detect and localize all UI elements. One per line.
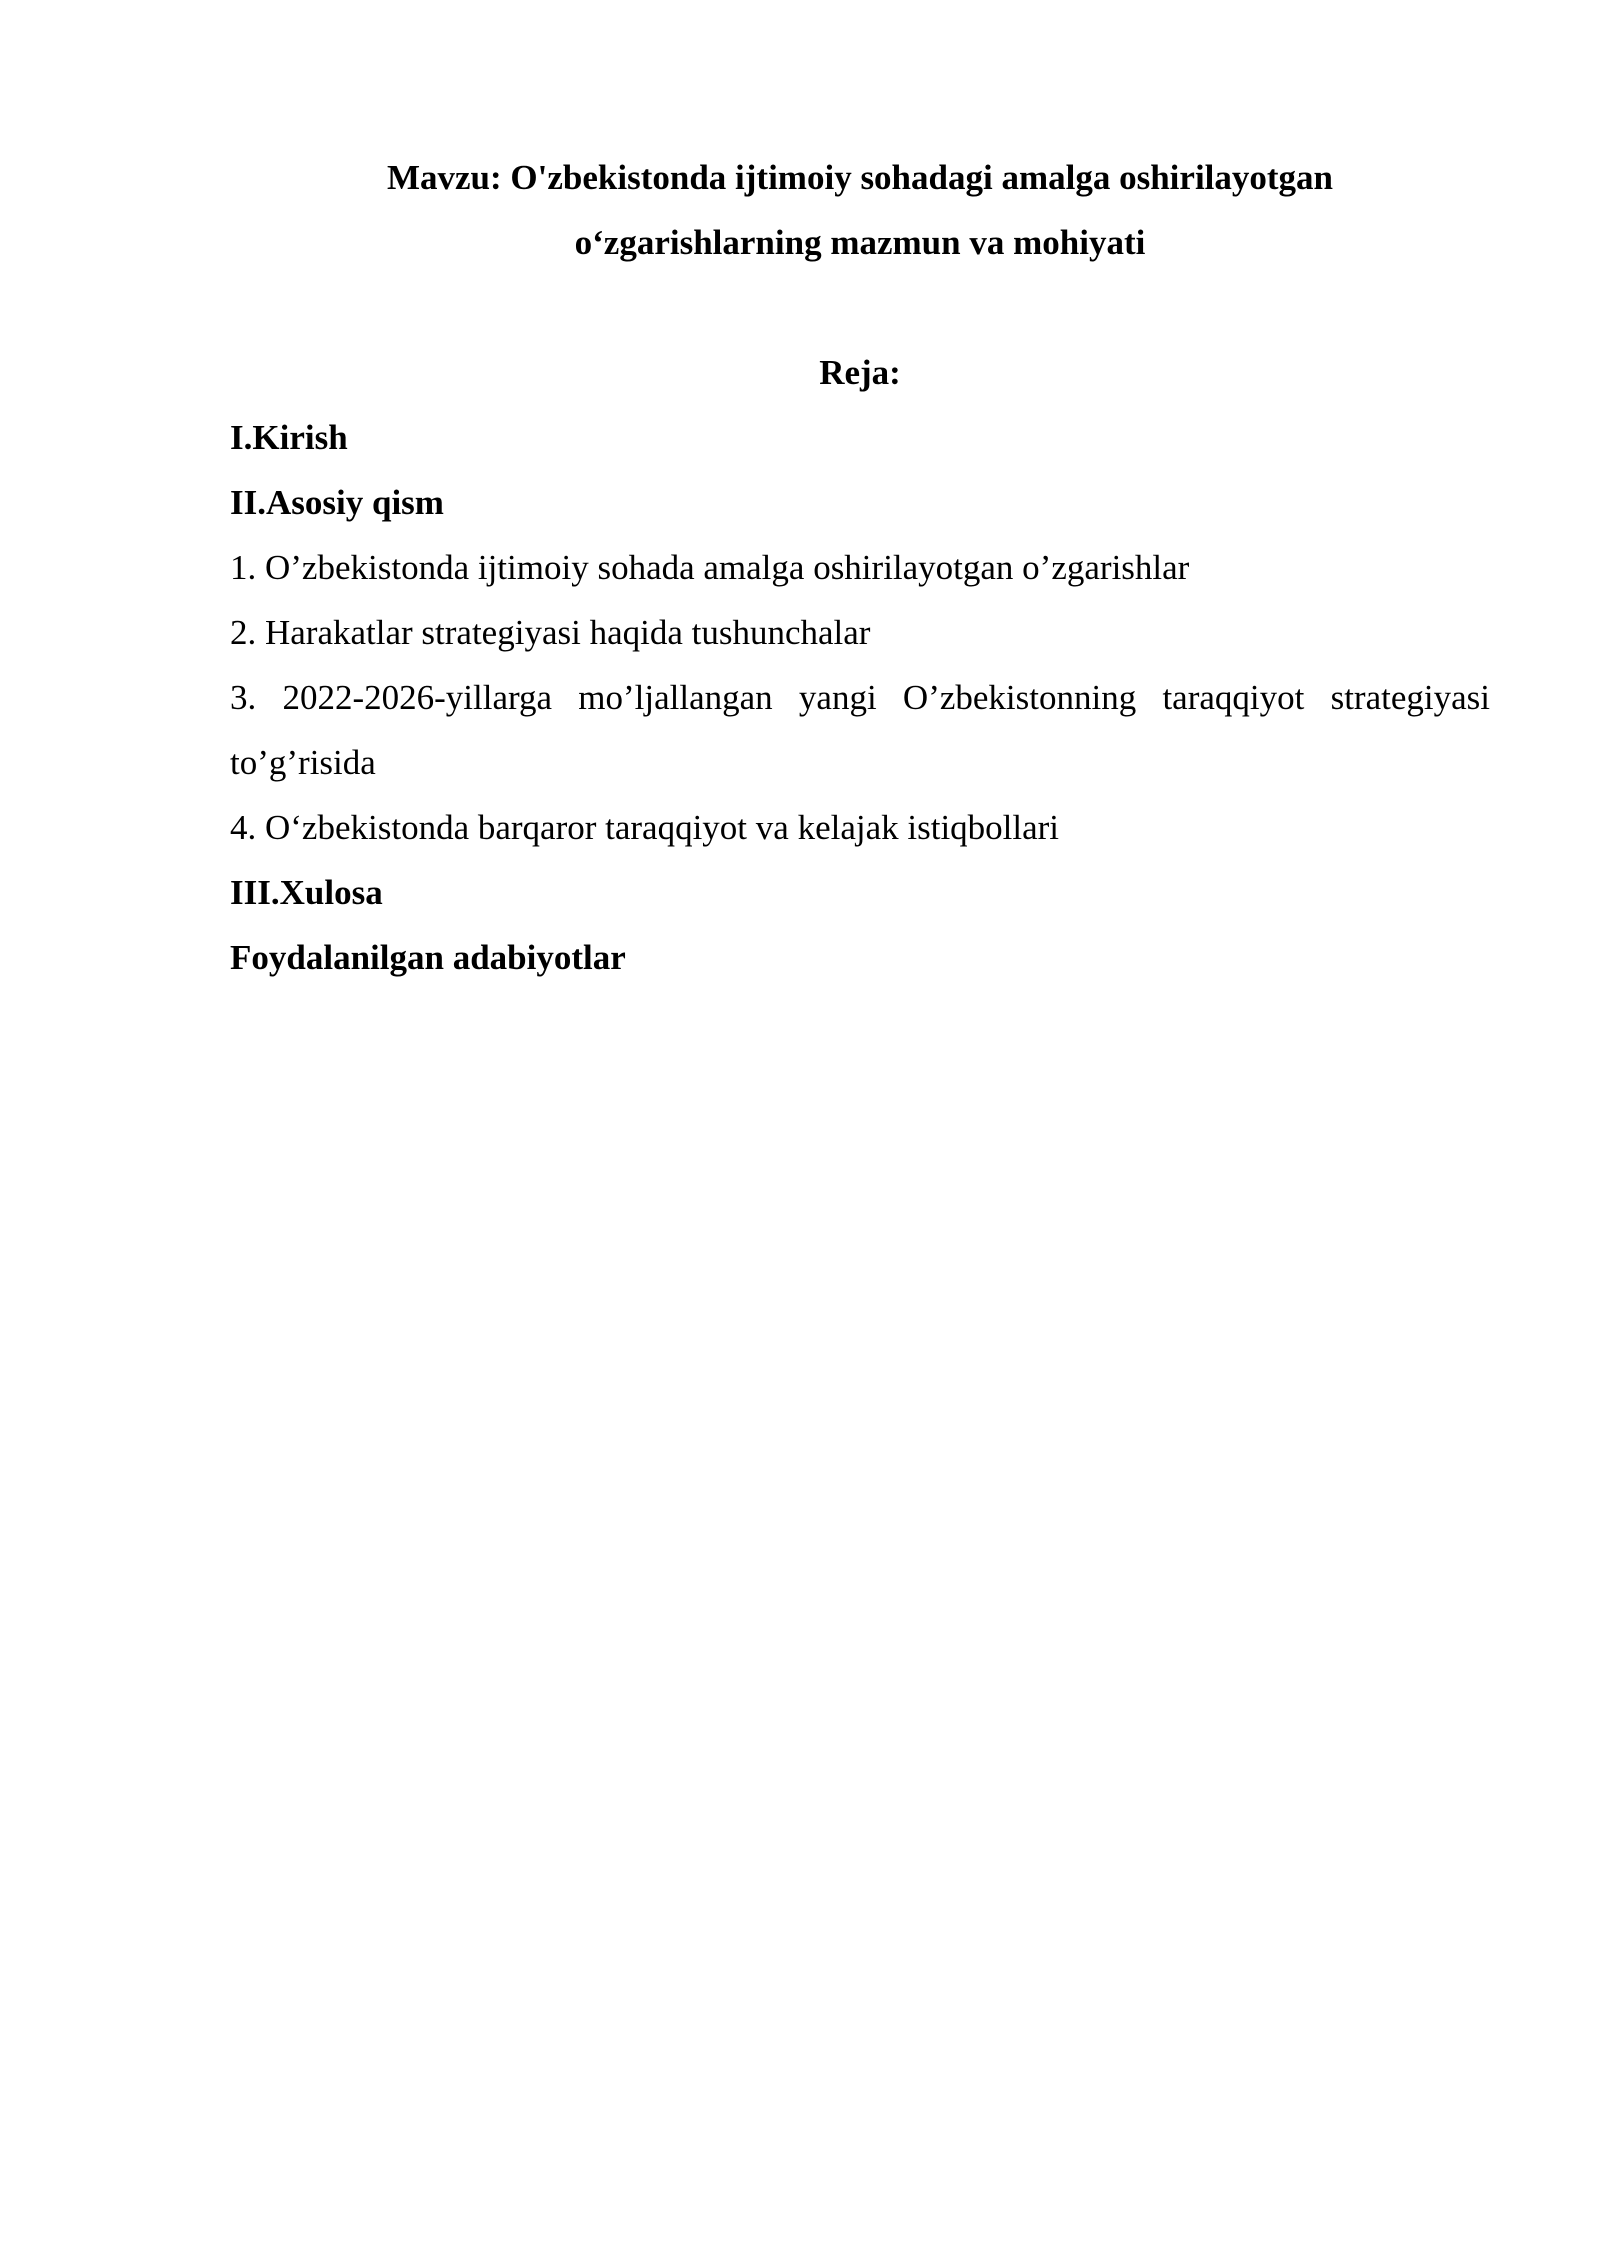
plan-heading: Reja:	[819, 353, 901, 392]
plan-references: Foydalanilgan adabiyotlar	[230, 938, 626, 977]
plan-item-4: 4. O‘zbekistonda barqaror taraqqiyot va kelajak istiqbollari	[230, 808, 1060, 847]
plan-item-1: 1. O’zbekistonda ijtimoiy sohada amalga oshirilayotgan o’zgarishlar	[230, 548, 1190, 587]
title-line-2: o‘zgarishlarning mazmun va mohiyati	[574, 223, 1146, 262]
plan-item-2: 2. Harakatlar strategiyasi haqida tushunchalar	[230, 613, 871, 652]
plan-intro: I.Kirish	[230, 418, 348, 457]
title-line-1: Mavzu: O'zbekistonda ijtimoiy sohadagi amalga oshirilayotgan	[386, 158, 1334, 197]
plan-conclusion: III.Xulosa	[230, 873, 383, 912]
plan-list	[230, 405, 1490, 990]
plan-item-3: 3. 2022-2026-yillarga mo’ljallangan yangi O’zbekistonning taraqqiyot strategiyasi to’g’risida	[230, 678, 1490, 782]
plan-main-part: II.Asosiy qism	[230, 483, 444, 522]
document-title	[230, 145, 1490, 275]
